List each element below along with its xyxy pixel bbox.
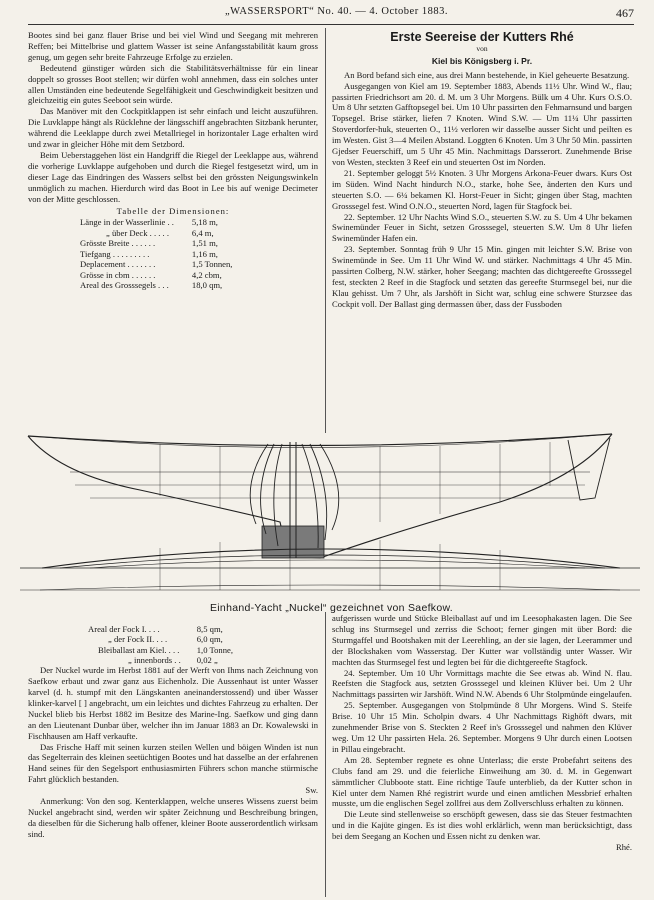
paragraph: Das Manöver mit den Cockpitklappen ist sehr einfach und leicht auszuführen. Die Luvklappe hängt als Rücklehne der längsschiff angebrachten Sitzbank herunter, während die Leeklappe durch zwei Metallriegel in horizontaler Lage erhalten wird und zwar in gleicher Höhe mit dem Setzbord.: [28, 106, 318, 150]
right-column-top: [332, 28, 632, 310]
paragraph: Die Leute sind stellenweise so erschöpft gewesen, dass sie das Steuer festmachten und in die Kajüte gingen. Es ist dies wohl erklärlich, wenn man berücksichtigt, dass bei dem Seegang an Kochen und Essen nicht zu denken war.: [332, 809, 632, 842]
dimensions-table: [78, 217, 234, 291]
dimension-value: 6,4 m,: [191, 227, 214, 238]
table-row: [86, 645, 235, 655]
dimension-label: Länge in der Wasserlinie . .: [80, 217, 174, 228]
table-row: [86, 624, 235, 634]
table-row: [86, 655, 235, 665]
spec-label: Bleiballast am Kiel. . . .: [98, 644, 180, 655]
paragraph: Bedeutend günstiger würden sich die Stabilitätsverhältnisse für ein linear doppelt so grosses Boot stellen; wir dürfen wohl annehmen, dass ein solches unter allen Umständen eine bedeutende Segelfähigkeit und Geschwindigkeit besitzen und gleichzeitig ein gutes Seeboot sein würde.: [28, 62, 318, 106]
header-rule: [28, 24, 634, 25]
column-divider-bottom: [325, 612, 326, 897]
dimension-value: 18,0 qm,: [191, 280, 223, 291]
sail-specs-table: [86, 624, 235, 665]
spec-label: „ innenbords . .: [128, 654, 181, 665]
spec-value: 0,02 „: [196, 654, 218, 665]
table-row: [78, 259, 234, 270]
yacht-lines-drawing: [20, 430, 640, 605]
caption-suffix: gezeichnet von Saefkow.: [329, 602, 454, 614]
table-row: [78, 280, 234, 291]
dimension-label: Grösse in cbm . . . . . .: [80, 269, 156, 280]
table-row: [86, 634, 235, 644]
dimension-label: Areal des Grosssegels . . .: [80, 280, 169, 291]
paragraph: 21. September geloggt 5½ Knoten. 3 Uhr Morgens Arkona-Feuer dwars. Kurs Ost im Süden. Wind Nacht hindurch N.O., starke, hohe See, änderten den Kurs und steuerten S.O. — 6¼ bekamen Kl. Horst-Feuer in Sicht; gingen über Stag, machten Grosssegel fest. Wind O.N.O., steuerten Nord, lagen für Stagfock bei.: [332, 167, 632, 211]
dimension-value: 4,2 cbm,: [191, 269, 222, 280]
left-column-top: [28, 30, 318, 291]
article-von: von: [476, 43, 488, 53]
paragraph: 24. September. Um 10 Uhr Vormittags machte die See etwas ab. Wind N. flau. Reefsten die Stagfock aus, setzten Grosssegel und kleinen Klüver bei. Um 2 Uhr Nachmittags passirten wir Jarshöft. Wind N.W. Abends 6 Uhr Stolpmünde eingelaufen.: [332, 667, 632, 700]
paragraph: Bootes sind bei ganz flauer Brise und bei viel Wind und Seegang mit mehreren Reffen; bei Mittelbrise und glattem Wasser ist seine Anfangsstabilität kaum gross genug, um gegen sehr breite Fahrzeuge Erfolge zu erzielen.: [28, 30, 318, 62]
paragraph: Der Nuckel wurde im Herbst 1881 auf der Werft von Ihms nach Zeichnung von Saefkow erbaut und zwar ganz aus Eichenholz. Die Aussenhaut ist unter Wasser karvel (d. h. stumpf mit den Längskanten aneinanderstossend) und über Wasser klinker-karvel [ ] angebracht, um ein leichtes und dichtes Fahrzeug zu erhalten. Der Nuckel blieb bis Herbst 1882 im Besitze des Marine-Ing. Saefkow und ging dann an den Lieutenant Dunbar über, welcher ihn im Januar 1883 an Dr. Kowalewski in Fischhausen am Haff verkaufte.: [28, 665, 318, 741]
spec-value: 1,0 Tonne,: [196, 644, 233, 655]
page-number: 467: [616, 6, 634, 20]
dimension-value: 1,5 Tonnen,: [191, 259, 233, 270]
dimension-label: Grösste Breite . . . . . .: [80, 238, 156, 249]
spec-label: Areal der Fock I. . . .: [88, 624, 160, 634]
dimension-value: 1,16 m,: [191, 248, 218, 259]
sheer-plan: [28, 434, 612, 558]
dimension-value: 1,51 m,: [191, 238, 218, 249]
dimensions-title: Tabelle der Dimensionen:: [116, 205, 230, 216]
table-row: [78, 217, 234, 228]
spec-value: 6,0 qm,: [196, 634, 223, 645]
paragraph: 25. September. Ausgegangen von Stolpmünde 8 Uhr Morgens. Wind S. Steife Brise. 10 Uhr 15 Min. Scholpin dwars. 4 Uhr Nachmittags Righöft dwars, mit zunehmender Brise von S. Steckten 2 Reef in's Grosssegel und nahmen den Klüver weg. Um 12 Uhr passirten Hela. 26. September. Morgens 9 Uhr durch einen Lootsen in Pillau eingebracht.: [332, 700, 632, 754]
paragraph: 23. September. Sonntag früh 9 Uhr 15 Min. gingen mit leichter S.W. Brise von Swinemünde in See. Um 11 Uhr Wind W. und stärker. Nachmittags 4 Uhr 45 Min. passirten Colberg, N.W. stärker, hoher Seegang; machten das dichtgereefte Grosssegel fest, steckten 2 Reef in die Stagfock und setzten das gereefte Sturmsegel bei, nur die Klau gehisst. Um 7 Uhr, als Jarshöft in Sicht war, schlug eine schwere Sturzsee das Cockpit voll. Der Ballast ging dermassen über, dass der Fussboden: [332, 244, 632, 309]
table-row: [78, 238, 234, 249]
paragraph: Beim Ueberstaggehen löst ein Handgriff die Riegel der Leeklappe aus, während die vorherige Luvklappe aufgehoben und durch die Riegel festgesetzt wird, um in dieser Lage das Eindringen des Wassers selbst bei den grössten Neigungswinkeln unmöglich zu machen. Hierdurch wird das Boot in Lee bis auf wenige Decimeter von der Mitte geschlossen.: [28, 149, 318, 204]
paragraph: Ausgegangen von Kiel am 19. September 1883, Abends 11½ Uhr. Wind W., flau; passirten Friedrichsort am 20. d. M. um 3 Uhr Morgens. Bülk um 4 Uhr. Kurs O.S.O. Um 8 Uhr setzten Gafftopsegel bei. Um 10 Uhr passirten den Fehmarnsund und bargen Topsegel. Brise stärker, liefen 7 Knoten. Wind S.W. — Um 11¼ Uhr passirten Stoverdorfer-huk, steuerten O., 11½ verloren wir dasselbe ausser Sicht und peilten es im Westen. Gist 3—4 Meilen Abstand. Loggten 6 Knoten. Um 3 Uhr 50 Min. passirten Gjedser Feuerschiff, um 5 Uhr 45 Min. Nachmittags Darsserort. Zunehmende Brise von Westen, steckten 3 Reef ein und steuerten Ost im Norden.: [332, 80, 632, 167]
table-row: [78, 228, 234, 239]
paragraph: Das Frische Haff mit seinen kurzen steilen Wellen und böigen Winden ist nun das Segelterrain des kleinen seetüchtigen Bootes und hat dasselbe an der erfahrenen Hand seines für den Segelsport enthusiasmirten Führers schon manche stürmische Fahrt glücklich bestanden.: [28, 741, 318, 785]
article-title: Erste Seereise der Kutters Rhé: [390, 30, 574, 44]
paragraph: aufgerissen wurde und Stücke Bleiballast auf und im Leesophakasten lagen. Die See schlug ins Sturmsegel und zerriss die Schoot; ferner gingen mit über Bord: die Sturmgaffel und Bootshaken mit der Leerehling, an der sie lagen, der Leerammer und der Blockshaken vom Wasserstag. Der Kutter war vollständig unter Wasser. Wir machten das Sturmsegel fest und legten bei für die dichtgereefte Stagfock.: [332, 613, 632, 667]
right-column-bottom: [332, 613, 632, 853]
dimension-value: 5,18 m,: [191, 217, 218, 228]
spec-label: „ der Fock II. . . .: [108, 634, 168, 645]
signature: Sw.: [305, 785, 318, 796]
dimension-label: Tiefgang . . . . . . . . .: [80, 248, 150, 259]
caption-yacht-name: „Nuckel“: [285, 602, 327, 614]
table-row: [78, 249, 234, 260]
page-header: [30, 6, 634, 22]
paragraph: Am 28. September regnete es ohne Unterlass; die erste Probefahrt seitens des Clubs fand am 29. und die feierliche Einweihung am 30. d. M. in Gegenwart sämmtlicher Clubboote statt. Eine richtige Taufe unterblieb, da der Kutter schon in Kiel unter dem Namen Rhé registrirt wurde und einen amtlichen Messbrief erhalten musste, um die englischen Segel zollfrei aus dem Zollverschluss erhalten zu können.: [332, 754, 632, 809]
table-row: [78, 270, 234, 281]
signature: Rhé.: [616, 842, 632, 853]
dimension-label: „ über Deck . . . . .: [106, 227, 169, 238]
half-breadth-plan: [20, 538, 640, 590]
paragraph: 22. September. 12 Uhr Nachts Wind S.O., steuerten S.W. zu S. Um 4 Uhr bekamen Swinemünder Feuer in Sicht, setzen Grosssegel, steuerten S.W. Um 8 Uhr liefen Swinemünder Hafen ein.: [332, 211, 632, 244]
column-divider-top: [325, 28, 326, 433]
dimension-label: Deplacement . . . . . . .: [80, 259, 156, 270]
masthead-title: „WASSERSPORT“ No. 40. — 4. October 1883.: [225, 6, 448, 17]
article-route: Kiel bis Königsberg i. Pr.: [431, 55, 533, 66]
caption-prefix: Einhand-Yacht: [210, 602, 283, 614]
left-column-bottom: [28, 624, 318, 840]
footnote: Anmerkung: Von den sog. Kenterklappen, welche unseres Wissens zuerst beim Nuckel angebracht sind, werden wir später Zeichnung und Beschreibung bringen, da dieselben für die Sicherung halb offener, kleiner Boote ausserordentlich wirksam sind.: [28, 796, 318, 839]
spec-value: 8,5 qm,: [196, 624, 223, 634]
paragraph: An Bord befand sich eine, aus drei Mann bestehende, in Kiel geheuerte Besatzung.: [344, 69, 630, 80]
